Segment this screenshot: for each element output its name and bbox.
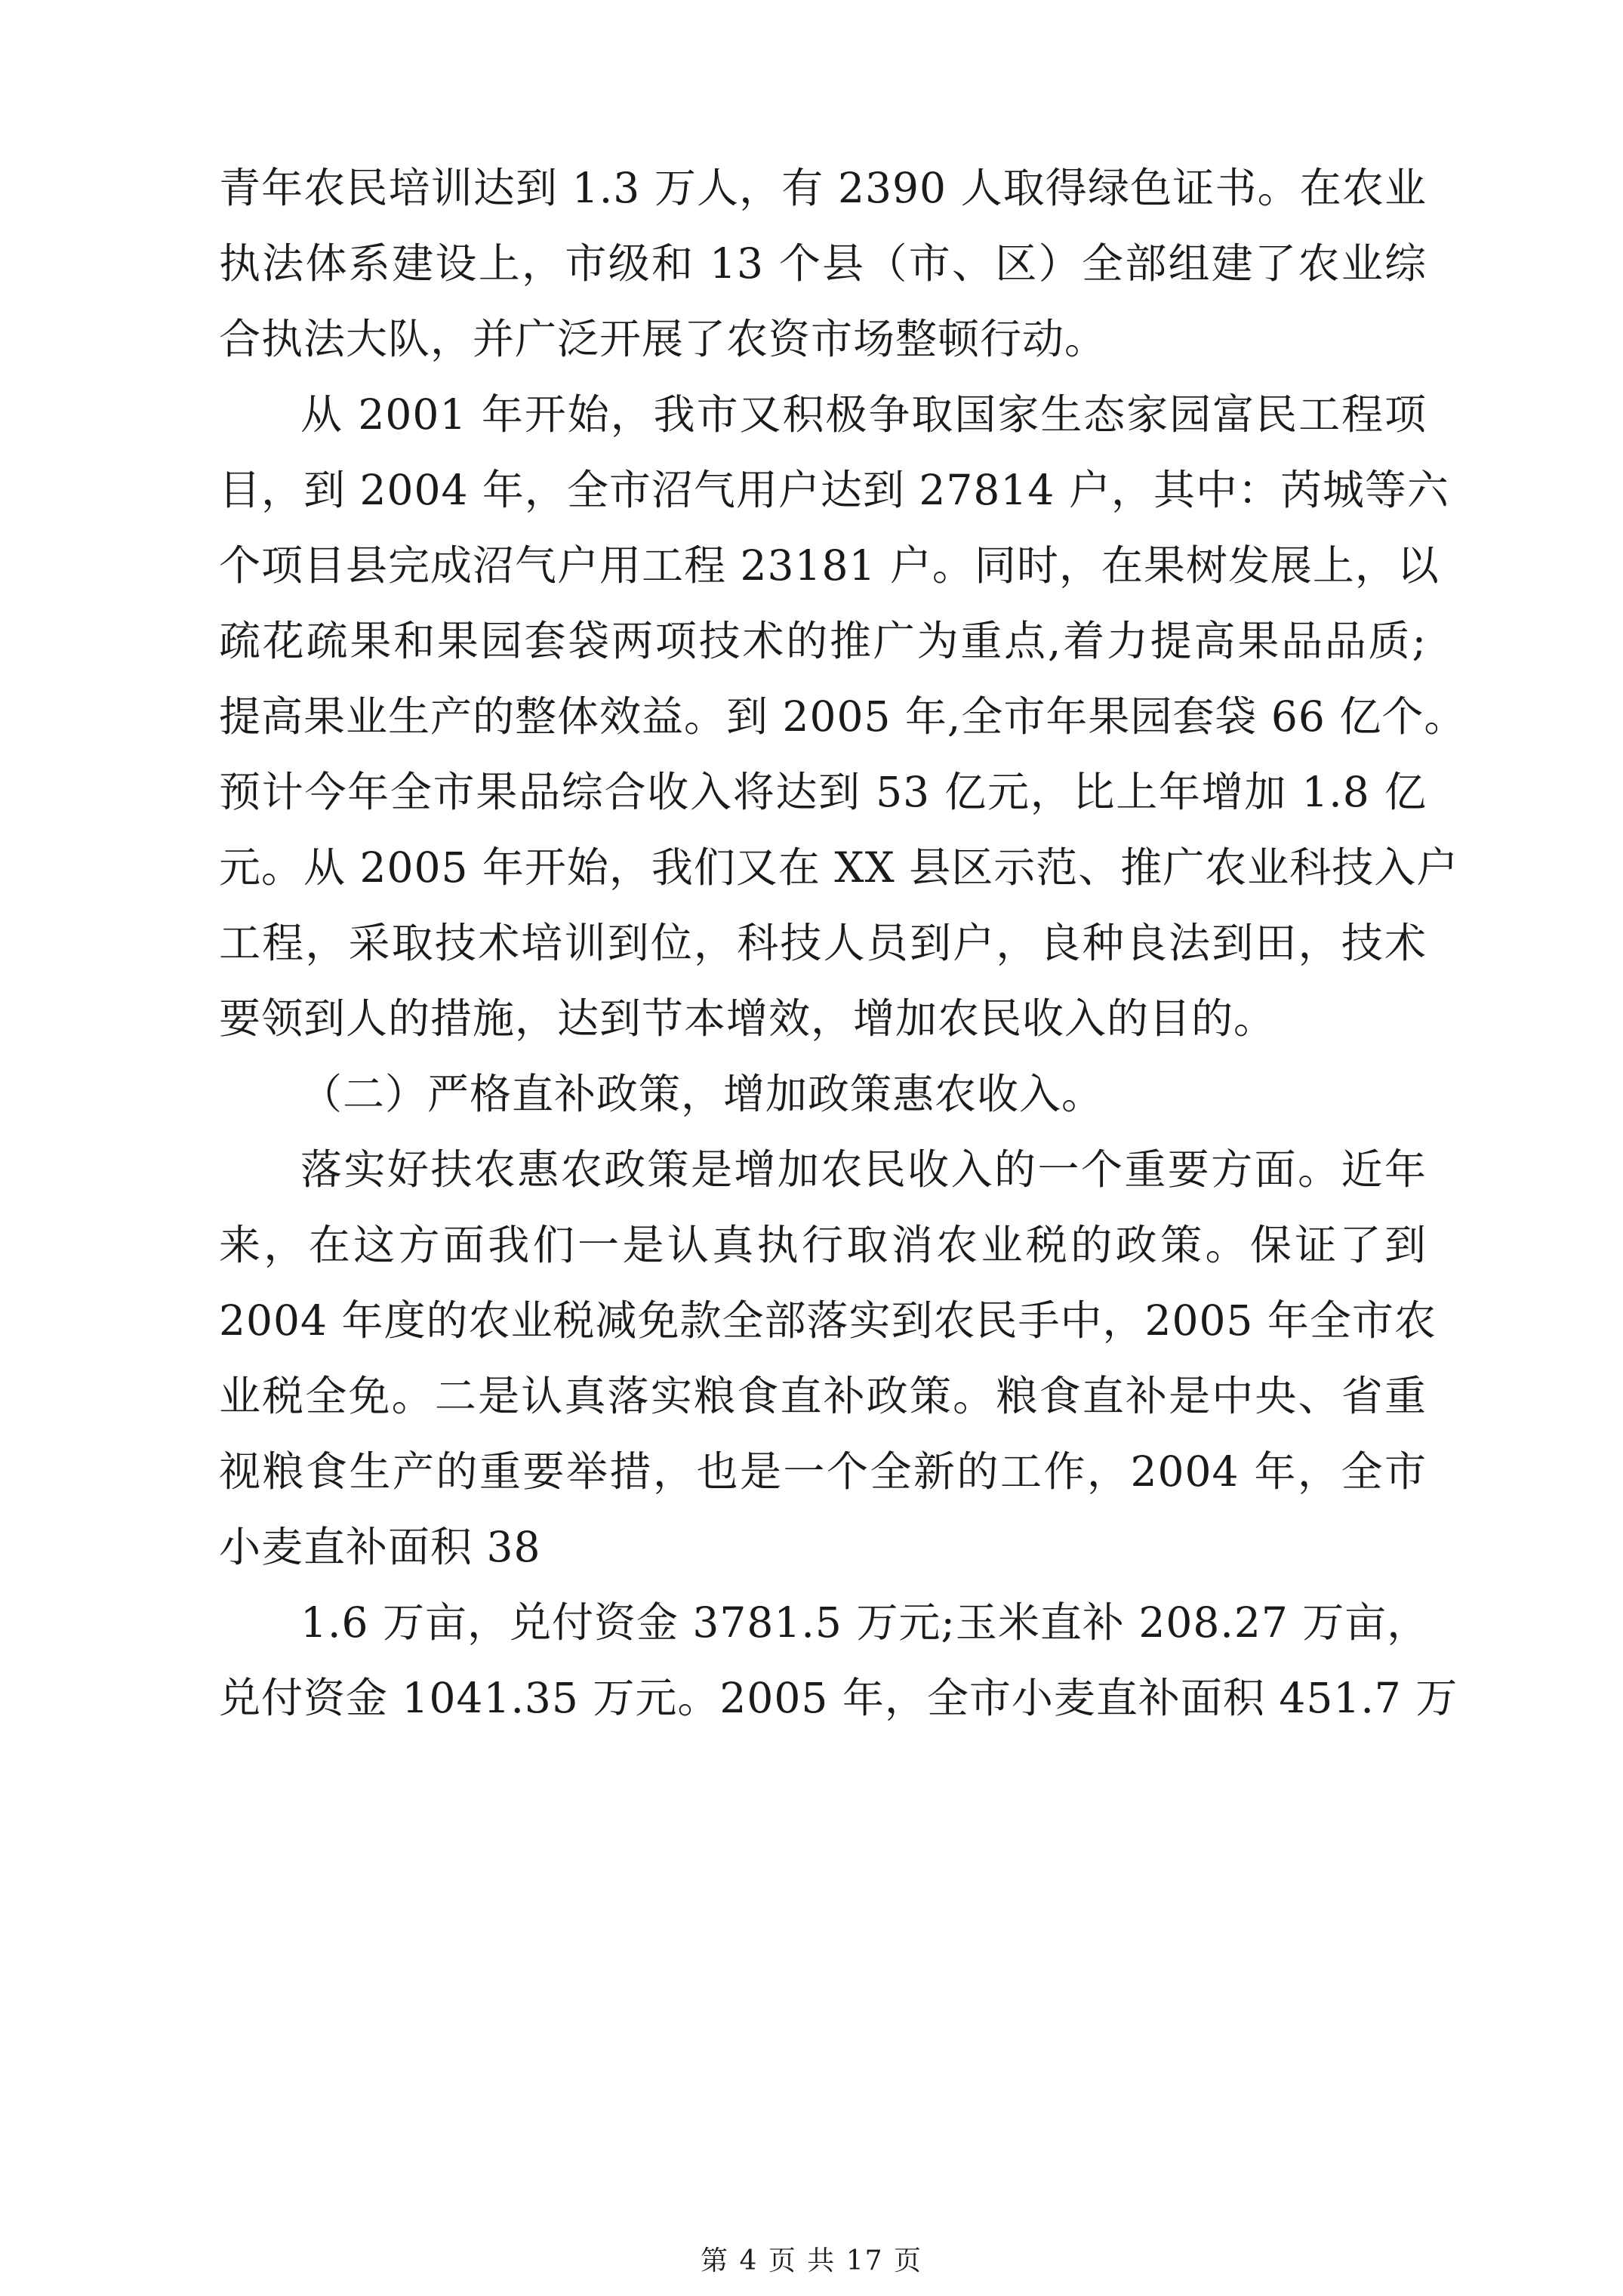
body-line-7: 疏花疏果和果园套袋两项技术的推广为重点,着力提高果品品质; xyxy=(219,617,1427,665)
body-line-10: 元。从 2005 年开始，我们又在 XX 县区示范、推广农业科技入户 xyxy=(219,843,1459,892)
body-line-3: 合执法大队，并广泛开展了农资市场整顿行动。 xyxy=(219,315,1107,363)
body-line-19: 小麦直补面积 38 xyxy=(219,1523,541,1571)
body-line-16: 2004 年度的农业税减免款全部落实到农民手中，2005 年全市农 xyxy=(219,1296,1437,1345)
body-line-21: 兑付资金 1041.35 万元。2005 年，全市小麦直补面积 451.7 万 xyxy=(219,1674,1458,1722)
body-line-1: 青年农民培训达到 1.3 万人，有 2390 人取得绿色证书。在农业 xyxy=(219,164,1427,212)
body-line-20: 1.6 万亩，兑付资金 3781.5 万元;玉米直补 208.27 万亩， xyxy=(300,1598,1430,1647)
body-line-4: 从 2001 年开始，我市又积极争取国家生态家园富民工程项 xyxy=(300,390,1427,439)
body-line-6: 个项目县完成沼气户用工程 23181 户。同时，在果树发展上，以 xyxy=(219,541,1440,590)
body-line-8: 提高果业生产的整体效益。到 2005 年,全市年果园套袋 66 亿个。 xyxy=(219,692,1467,741)
body-line-12: 要领到人的措施，达到节本增效，增加农民收入的目的。 xyxy=(219,994,1277,1043)
body-line-11: 工程，采取技术培训到位，科技人员到户，良种良法到田，技术 xyxy=(219,919,1427,967)
body-line-9: 预计今年全市果品综合收入将达到 53 亿元，比上年增加 1.8 亿 xyxy=(219,768,1427,816)
body-line-5: 目，到 2004 年，全市沼气用户达到 27814 户，其中：芮城等六 xyxy=(219,466,1449,514)
body-line-18: 视粮食生产的重要举措，也是一个全新的工作，2004 年，全市 xyxy=(219,1447,1427,1496)
body-line-2: 执法体系建设上，市级和 13 个县（市、区）全部组建了农业综 xyxy=(219,239,1427,288)
body-line-15: 来，在这方面我们一是认真执行取消农业税的政策。保证了到 xyxy=(219,1221,1427,1269)
body-line-17: 业税全免。二是认真落实粮食直补政策。粮食直补是中央、省重 xyxy=(219,1372,1427,1420)
page-number-footer: 第 4 页 共 17 页 xyxy=(701,2245,922,2276)
section-heading: （二）严格直补政策，增加政策惠农收入。 xyxy=(300,1070,1104,1118)
body-line-14: 落实好扶农惠农政策是增加农民收入的一个重要方面。近年 xyxy=(300,1145,1427,1194)
